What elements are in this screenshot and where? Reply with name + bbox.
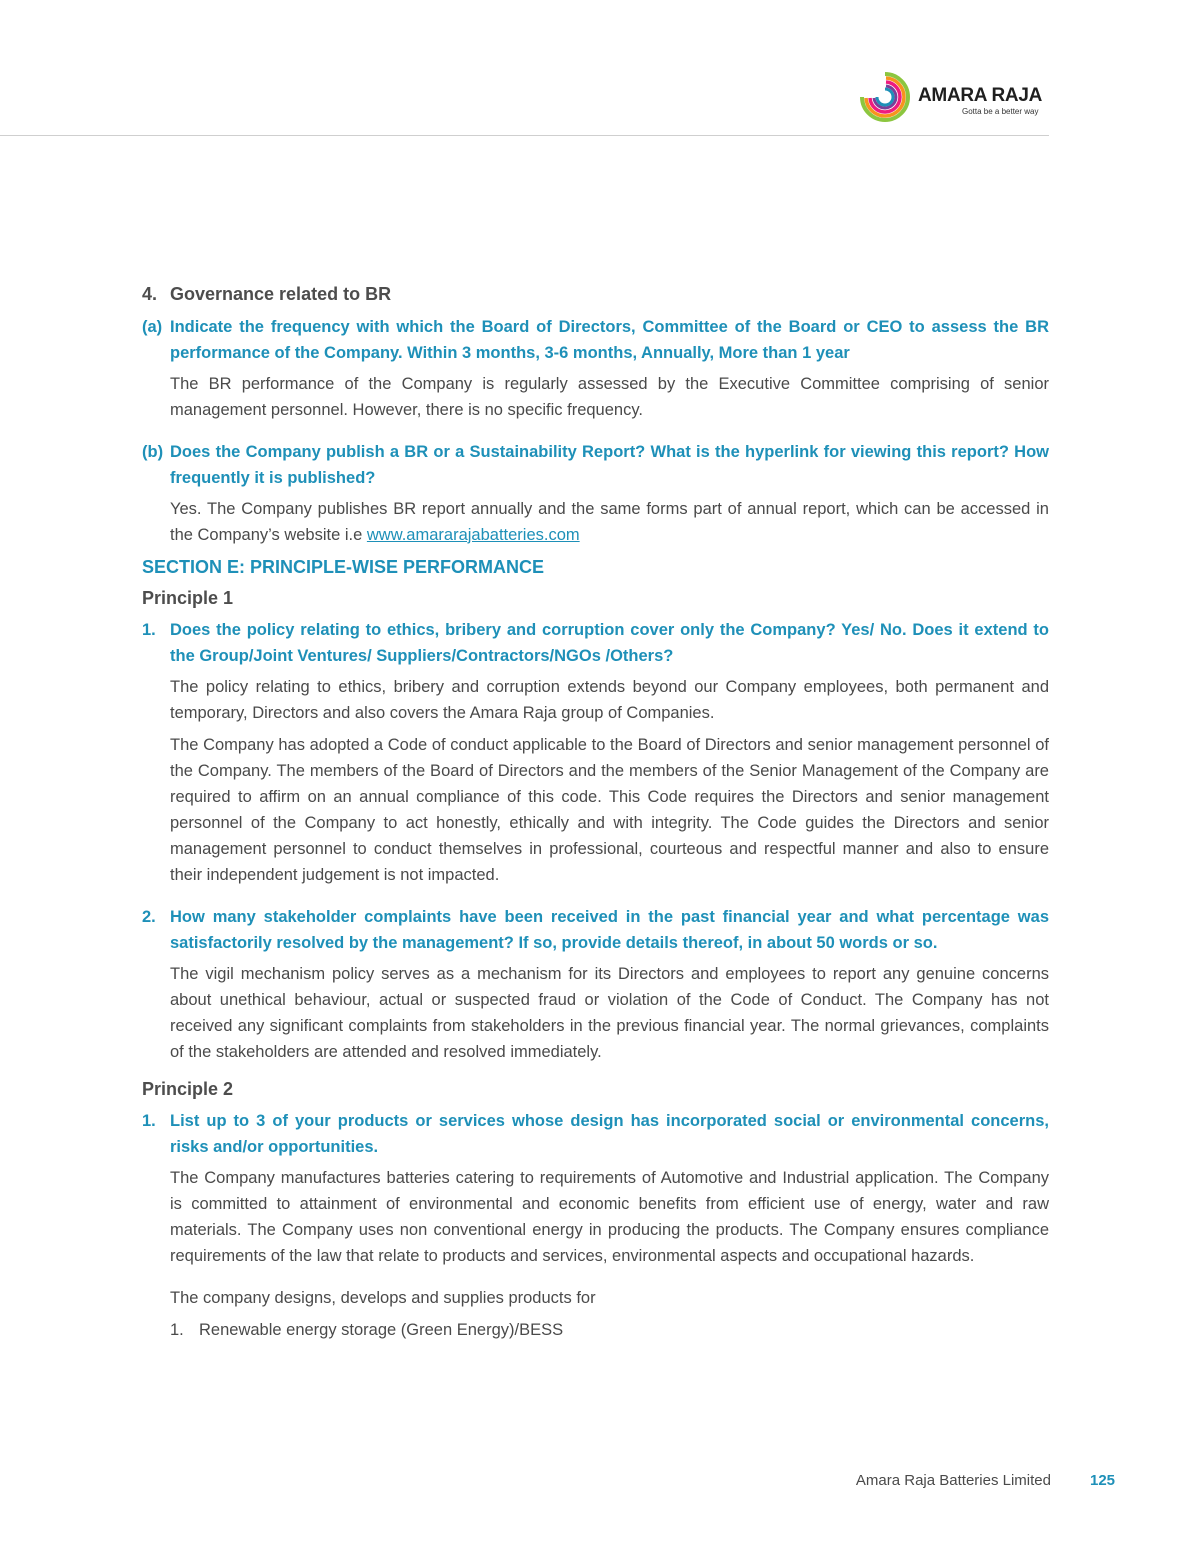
- list-item-text: Renewable energy storage (Green Energy)/BESS: [199, 1321, 564, 1339]
- principle-1-title: Principle 1: [142, 588, 234, 608]
- principle-1-question-1: [142, 617, 1049, 669]
- section-title: SECTION E: PRINCIPLE-WISE PERFORMANCE: [142, 557, 545, 577]
- principle-1-answer-2: The vigil mechanism policy serves as a mechanism for its Directors and employees to report any genuine concerns about unethical behaviour, actual or suspected fraud or violation of the Code of Conduct. The Company has not received any significant complaints from stakeholders in the previous financial year. The normal grievances, complaints of the stakeholders are attended and resolved immediately.: [170, 965, 1049, 1061]
- list-item-number: 1.: [170, 1321, 184, 1339]
- footer-company-name: Amara Raja Batteries Limited: [855, 1472, 1051, 1489]
- principle-1-answer-1a: The policy relating to ethics, bribery and corruption extends beyond our Company employees, both permanent and temporary, Directors and also covers the Amara Raja group of Companies.: [170, 678, 1049, 722]
- question-text: How many stakeholder complaints have been received in the past financial year and what percentage was satisfactorily resolved by the management? If so, provide details thereof, in about 50 words or so.: [170, 908, 1049, 952]
- principle-2-title: Principle 2: [142, 1079, 234, 1099]
- question-number: 1.: [142, 1112, 156, 1130]
- question-a: [142, 314, 1049, 366]
- question-label: (b): [142, 443, 164, 461]
- governance-number: 4.: [142, 284, 158, 304]
- principle-1-question-2: [142, 904, 1049, 956]
- governance-title: Governance related to BR: [170, 284, 392, 304]
- principle-2-answer-1: The Company manufactures batteries catering to requirements of Automotive and Industrial application. The Company is committed to attainment of environmental and economic benefits from efficient use of energy, water and raw materials. The Company uses non conventional energy in producing the products. The Company ensures compliance requirements of the law that relate to products and services, environmental aspects and occupational hazards.: [170, 1169, 1049, 1265]
- question-number: 1.: [142, 621, 156, 639]
- question-text: List up to 3 of your products or services whose design has incorporated social or environmental concerns, risks and/or opportunities.: [170, 1112, 1049, 1156]
- answer-a: The BR performance of the Company is regularly assessed by the Executive Committee comprising of senior management personnel. However, there is no specific frequency.: [170, 375, 1049, 419]
- brand-tagline: Gotta be a better way: [962, 107, 1039, 116]
- question-text: Does the policy relating to ethics, bribery and corruption cover only the Company? Yes/ No. Does it extend to the Group/Joint Ventures/ Suppliers/Contractors/NGOs /Others?: [170, 621, 1049, 665]
- page-number: 125: [1090, 1472, 1116, 1489]
- answer-b: [170, 496, 1049, 548]
- website-link[interactable]: www.amararajabatteries.com: [366, 526, 580, 544]
- answer-text: Yes. The Company publishes BR report annually and the same forms part of annual report, which can be accessed in the Company’s website i.e: [170, 500, 1049, 544]
- question-label: (a): [142, 318, 163, 336]
- brand-logo: [858, 70, 1053, 124]
- principle-1-answer-1b: The Company has adopted a Code of conduct applicable to the Board of Directors and senior management personnel of the Company. The members of the Board of Directors and the members of the Senior Management of the Company are required to affirm on an annual compliance of this code. This Code requires the Directors and senior management personnel of the Company to act honestly, ethically and with integrity. The Code guides the Directors and senior management personnel to conduct themselves in professional, courteous and respectful manner and also to ensure their independent judgement is not impacted.: [170, 736, 1049, 884]
- governance-heading: [142, 284, 1049, 305]
- header-divider: [0, 135, 1049, 136]
- document-body: [142, 284, 1049, 1343]
- brand-name: AMARA RAJA: [918, 85, 1043, 106]
- question-b: [142, 439, 1049, 491]
- page-footer: [0, 1470, 1191, 1496]
- principle-2-question-1: [142, 1108, 1049, 1160]
- swirl-logo-icon: [858, 70, 912, 124]
- page-header: [0, 0, 1191, 136]
- question-number: 2.: [142, 908, 156, 926]
- question-text: Indicate the frequency with which the Board of Directors, Committee of the Board or CEO to assess the BR performance of the Company. Within 3 months, 3-6 months, Annually, More than 1 year: [170, 318, 1049, 362]
- products-intro: The company designs, develops and supplies products for: [170, 1289, 596, 1307]
- list-item: [170, 1317, 1049, 1343]
- question-text: Does the Company publish a BR or a Sustainability Report? What is the hyperlink for viewing this report? How frequently it is published?: [170, 443, 1049, 487]
